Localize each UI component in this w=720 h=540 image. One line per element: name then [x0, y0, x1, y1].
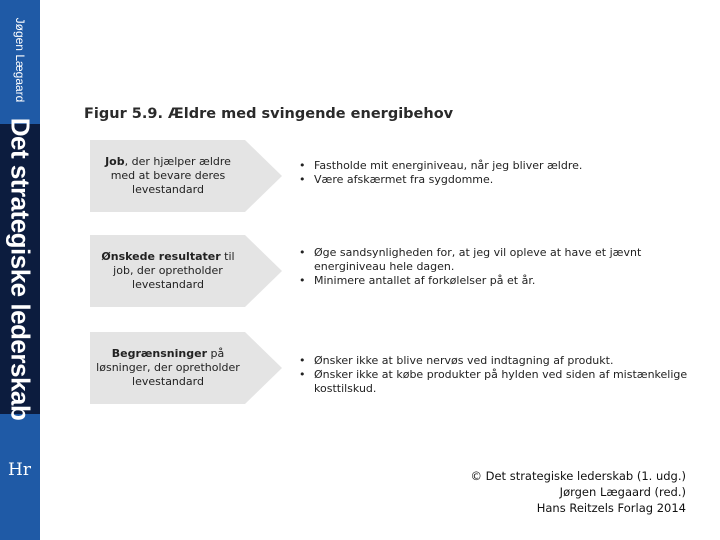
diagram-row-results [90, 235, 710, 307]
chevron-label-bold: Begrænsninger [111, 347, 207, 360]
diagram-row-job [90, 140, 710, 212]
publisher-logo-svg [8, 457, 34, 481]
chevron-constraints [90, 332, 285, 404]
bullet-item: • Ønsker ikke at blive nervøs ved indtagning af produkt. [299, 354, 709, 368]
chevron-label-rest: til job, der opretholder levestandard [113, 250, 235, 291]
chevron-label [94, 235, 242, 307]
credit-line: © Det strategiske lederskab (1. udg.) [470, 469, 686, 483]
bullet-item: • Være afskærmet fra sygdomme. [299, 173, 709, 187]
chevron-label-rest: på løsninger, der opretholder levestandard [96, 347, 240, 388]
sidebar [0, 0, 40, 540]
credit-line: Jørgen Lægaard (red.) [559, 485, 686, 499]
copyright-credit [470, 468, 686, 516]
sidebar-book-title [0, 117, 40, 421]
bullet-list-constraints [299, 354, 709, 396]
credit-line: Hans Reitzels Forlag 2014 [536, 501, 686, 515]
svg-text:Hr: Hr [8, 460, 31, 480]
chevron-label-bold: Ønskede resultater [101, 250, 221, 263]
bullet-item: • Minimere antallet af forkølelser på et år. [299, 274, 709, 288]
chevron-label-rest: , der hjælper ældre med at bevare deres levestandard [110, 155, 231, 196]
bullet-item: • Øge sandsynligheden for, at jeg vil opleve at have et jævnt energiniveau hele dagen. [299, 246, 709, 274]
bullet-item: • Fastholde mit energiniveau, når jeg bliver ældre. [299, 159, 709, 173]
chevron-results [90, 235, 285, 307]
bullet-list-results [299, 246, 709, 288]
chevron-label-bold: Job [105, 155, 125, 168]
bullet-item: • Ønsker ikke at købe produkter på hylden ved siden af mistænkelige kosttilskud. [299, 368, 709, 396]
sidebar-author-text: Jøgen Lægaard [13, 17, 27, 103]
chevron-job [90, 140, 285, 212]
chevron-label [94, 140, 242, 212]
publisher-logo-icon [8, 457, 34, 481]
diagram-row-constraints [90, 332, 710, 404]
sidebar-author [0, 0, 40, 120]
figure-title: Figur 5.9. Ældre med svingende energibehov [84, 106, 454, 122]
bullet-list-job [299, 159, 709, 187]
sidebar-book-title-text: Det strategiske lederskab [5, 117, 36, 421]
chevron-label [94, 332, 242, 404]
